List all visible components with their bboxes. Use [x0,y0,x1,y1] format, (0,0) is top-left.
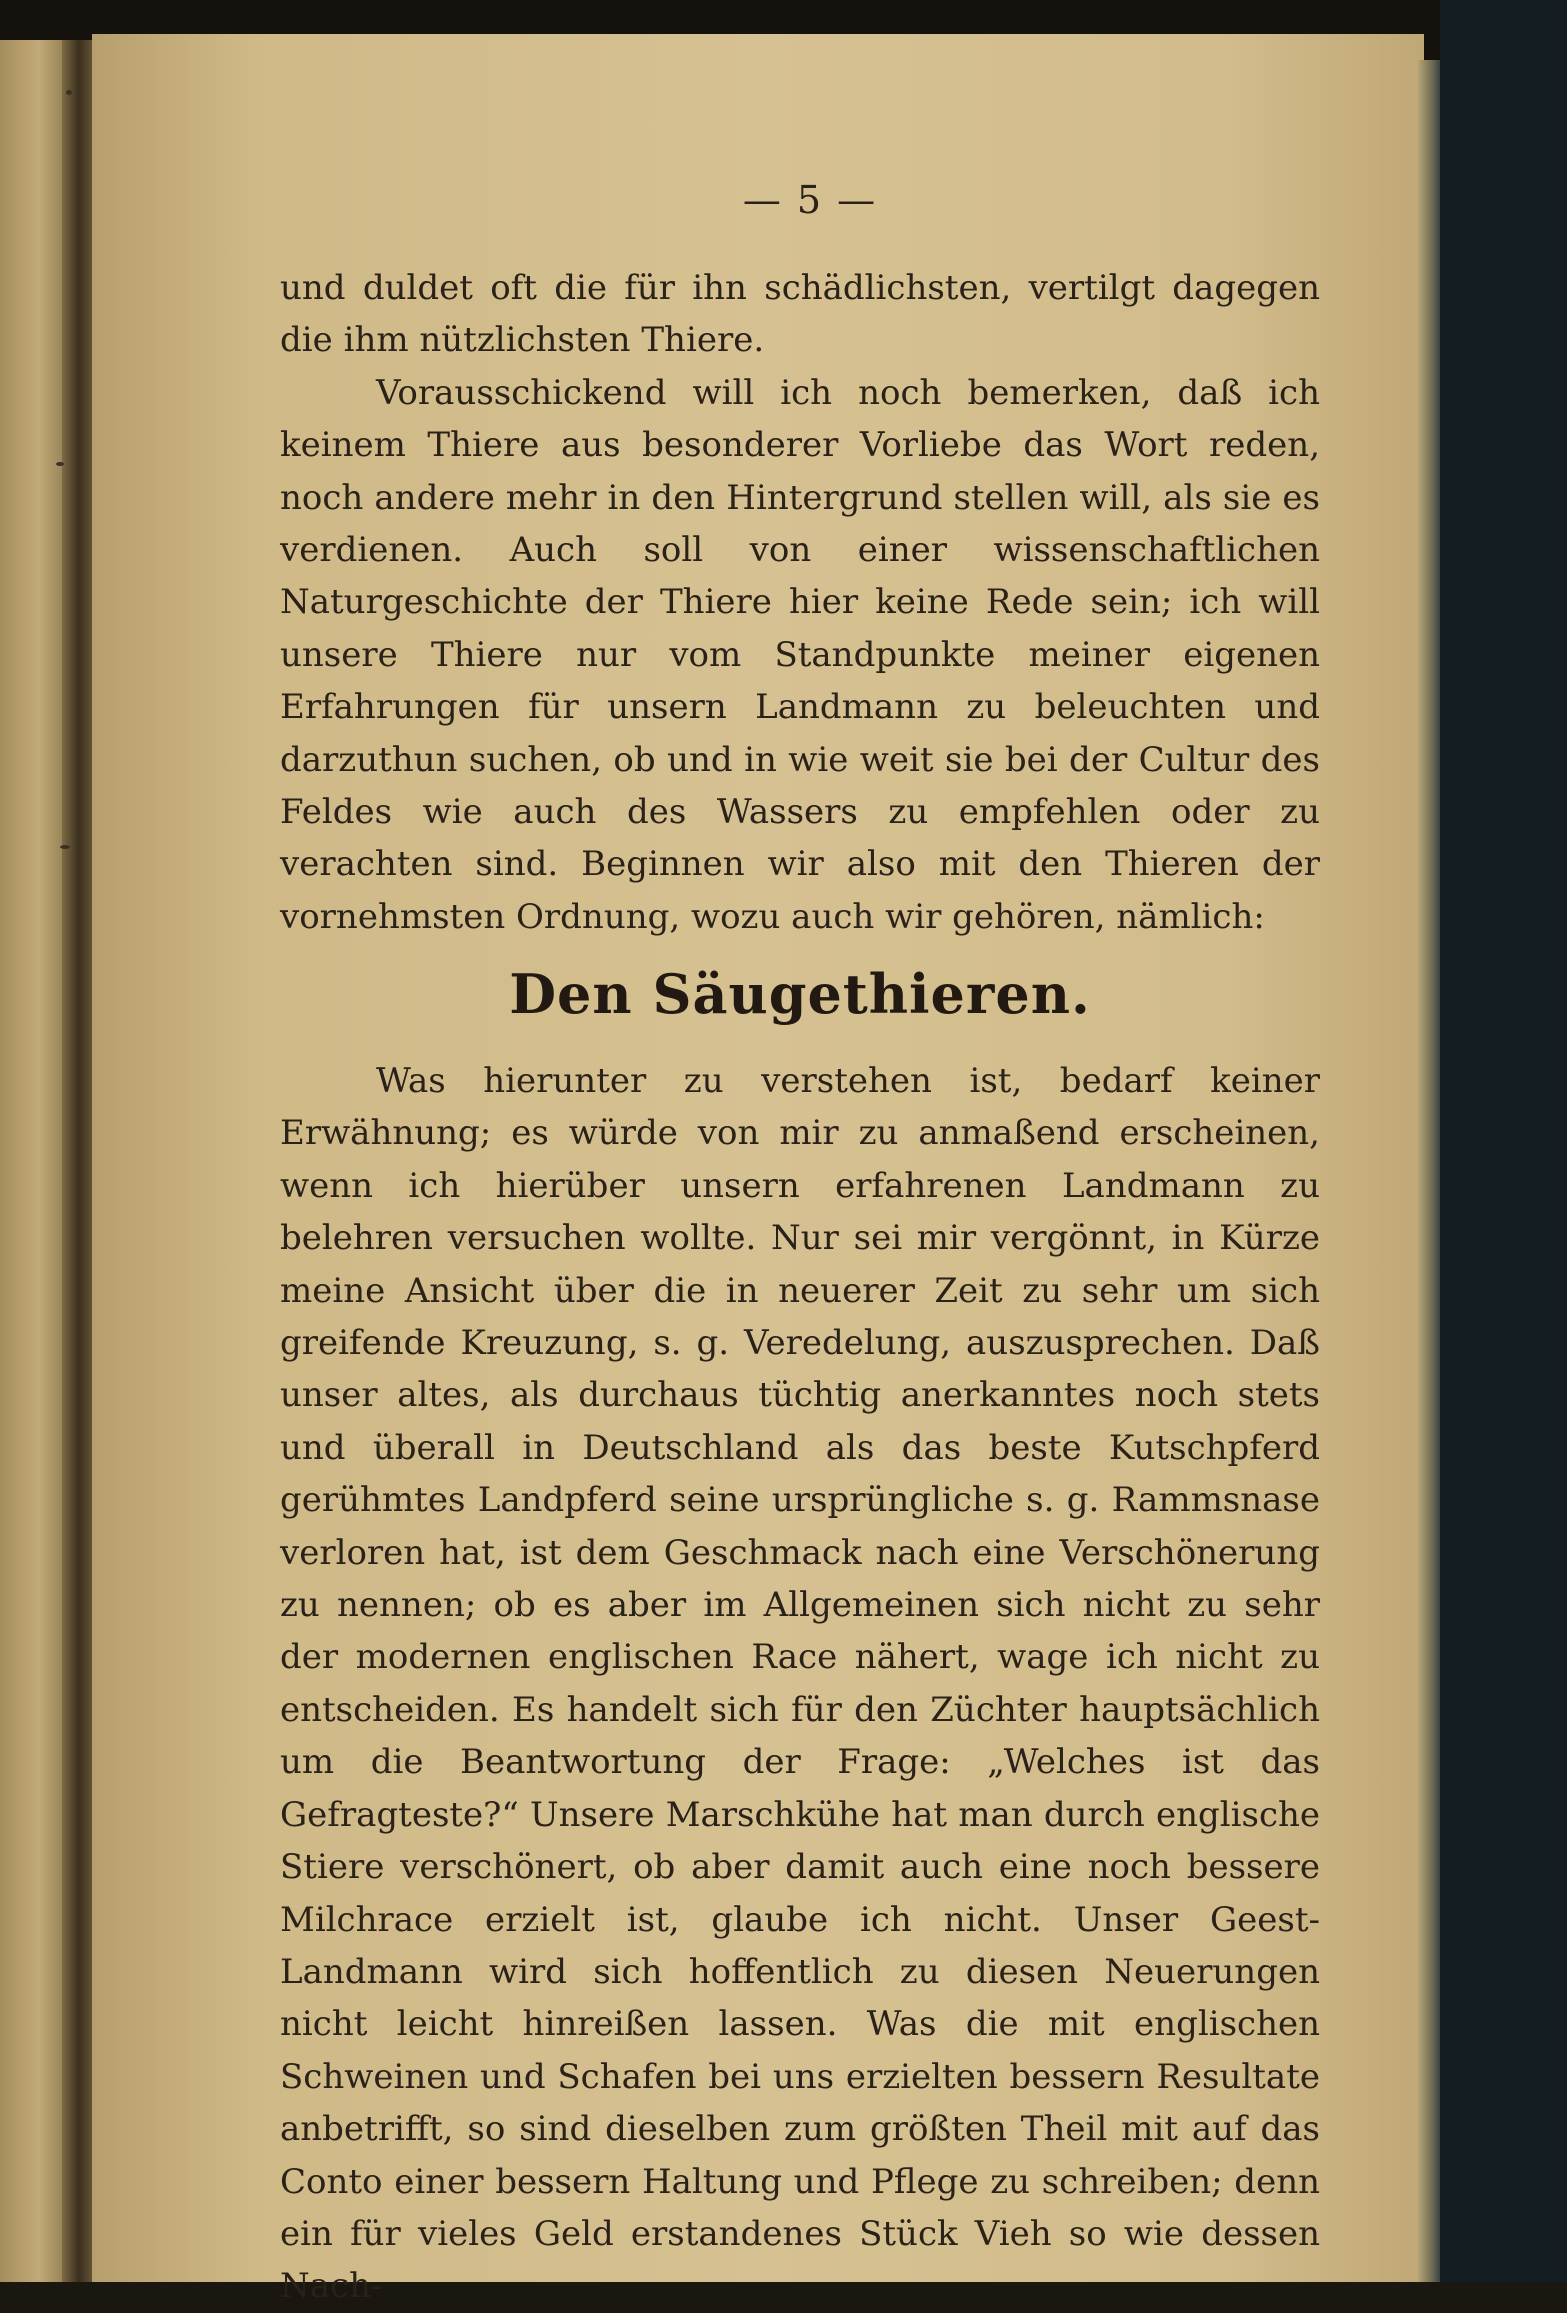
section-heading: Den Säugethieren. [509,962,1091,1026]
book-cover [1440,0,1567,2282]
page-number: — 5 — [742,178,878,222]
paper-speck [56,462,64,466]
text-block-top [280,262,1320,943]
book-gutter [62,40,96,2282]
page-edge-shadow [1418,60,1442,2282]
paper-speck [60,845,70,849]
facing-page-edge [0,40,70,2282]
paper-speck [66,90,72,95]
paragraph: Vorausschickend will ich noch bemerken, daß ich keinem Thiere aus besonderer Vorliebe das Wort reden, noch andere mehr in den Hintergrund stellen will, als sie es verdienen. Auch soll von einer wissenschaftlichen Naturgeschichte der Thiere hier keine Rede sein; ich will unsere Thiere nur vom Standpunkte meiner eigenen Erfahrungen für unsern Landmann zu beleuchten und darzuthun suchen, ob und in wie weit sie bei der Cultur des Feldes wie auch des Wassers zu empfehlen oder zu verachten sind. Beginnen wir also mit den Thieren der vornehmsten Ordnung, wozu auch wir gehören, nämlich: [280,372,1320,937]
paragraph: Was hierunter zu verstehen ist, bedarf keiner Erwähnung; es würde von mir zu anmaßend erscheinen, wenn ich hierüber unsern erfahrenen Landmann zu belehren versuchen wollte. Nur sei mir vergönnt, in Kürze meine Ansicht über die in neuerer Zeit zu sehr um sich greifende Kreuzung, s. g. Veredelung, auszusprechen. Daß unser altes, als durchaus tüchtig anerkanntes noch stets und überall in Deutschland als das beste Kutschpferd gerühmtes Landpferd seine ursprüngliche s. g. Rammsnase verloren hat, ist dem Geschmack nach eine Verschönerung zu nennen; ob es aber im Allgemeinen sich nicht zu sehr der modernen englischen Race nähert, wage ich nicht zu entscheiden. Es handelt sich für den Züchter hauptsächlich um die Beantwortung der Frage: „Welches ist das Gefragteste?“ Unsere Marschkühe hat man durch englische Stiere verschönert, ob aber damit auch eine noch bessere Milchrace erzielt ist, glaube ich nicht. Unser Geest-Landmann wird sich hoffentlich zu diesen Neuerungen nicht leicht hinreißen lassen. Was die mit englischen Schweinen und Schafen bei uns erzielten bessern Resultate anbetrifft, so sind dieselben zum größten Theil mit auf das Conto einer bessern Haltung und Pflege zu schreiben; denn ein für vieles Geld erstandenes Stück Vieh so wie dessen Nach- [280,1061,1320,2307]
text-block-bottom [280,1055,1320,2313]
paragraph: und duldet oft die für ihn schädlichsten, vertilgt dagegen die ihm nützlichsten Thiere. [280,268,1320,361]
